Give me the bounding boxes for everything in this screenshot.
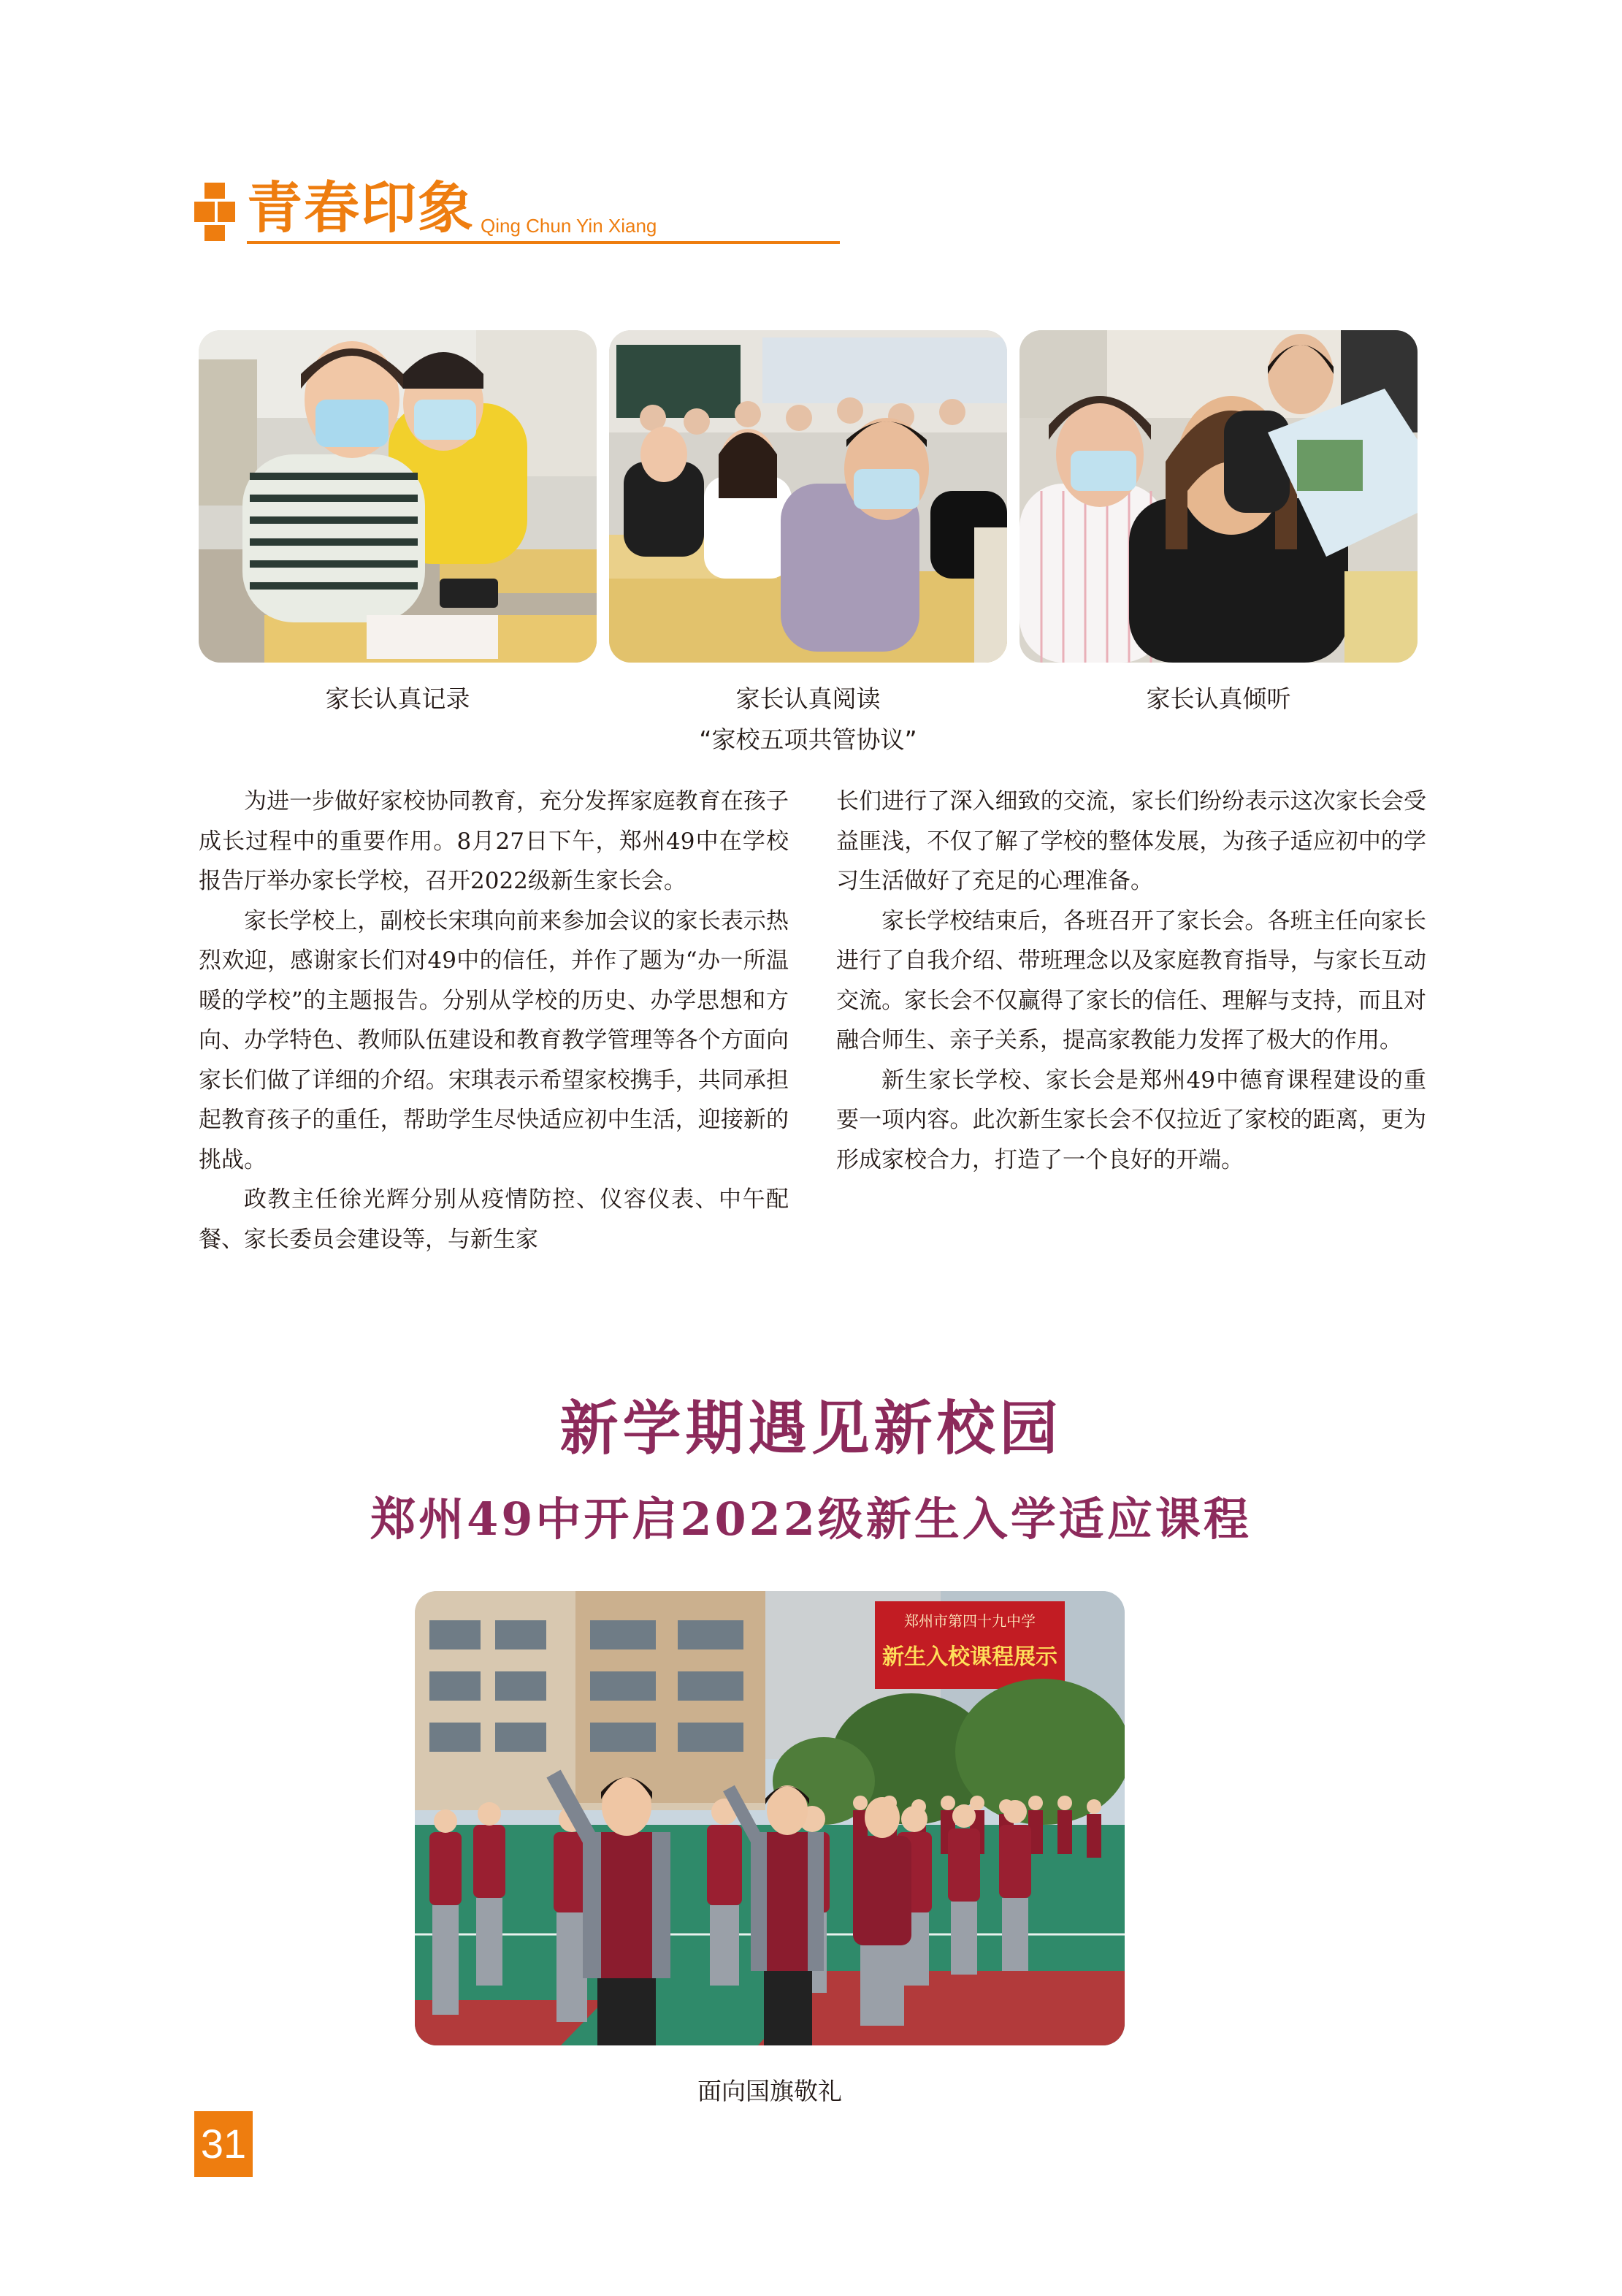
caption-reading-line1: 家长认真阅读 xyxy=(735,684,881,713)
photo-parents-listening xyxy=(1020,330,1418,663)
caption-flag-salute: 面向国旗敬礼 xyxy=(697,2077,842,2105)
section-subtitle: 郑州49中开启2022级新生入学适应课程 xyxy=(370,1492,1252,1546)
paragraph: 家长学校上，副校长宋琪向前来参加会议的家长表示热烈欢迎，感谢家长们对49中的信任，并作了题为“办一所温暖的学校”的主题报告。分别从学校的历史、办学思想和方向、办学特色、教师队伍建设和教育教学管理等各个方面向家长们做了详细的介绍。宋琪表示希望家校携手，共同承担起教育孩子的重任，帮助学生尽快适应初中生活，迎接新的挑战。 xyxy=(199,907,789,1173)
header-divider xyxy=(247,241,840,244)
page-number: 31 xyxy=(194,2111,253,2177)
column-pinyin: Qing Chun Yin Xiang xyxy=(481,215,657,237)
photo-parent-taking-notes xyxy=(199,330,597,663)
paragraph: 政教主任徐光辉分别从疫情防控、仪容仪表、中午配餐、家长委员会建设等，与新生家 xyxy=(199,1186,789,1253)
caption-taking-notes: 家长认真记录 xyxy=(325,684,470,713)
caption-reading-line2: “家校五项共管协议” xyxy=(699,725,917,754)
section-title: 新学期遇见新校园 xyxy=(559,1394,1063,1462)
paragraph: 长们进行了深入细致的交流，家长们纷纷表示这次家长会受益匪浅，不仅了解了学校的整体发展，为孩子适应初中的学习生活做好了充足的心理准备。 xyxy=(836,788,1426,894)
paragraph: 新生家长学校、家长会是郑州49中德育课程建设的重要一项内容。此次新生家长会不仅拉近了家校的距离，更为形成家校合力，打造了一个良好的开端。 xyxy=(836,1067,1426,1173)
screen-event-name: 新生入校课程展示 xyxy=(882,1644,1057,1670)
photo-parents-reading xyxy=(609,330,1007,663)
caption-listening: 家长认真倾听 xyxy=(1146,684,1291,713)
photo-flag-salute xyxy=(415,1591,1125,2045)
screen-school-name: 郑州市第四十九中学 xyxy=(904,1612,1036,1630)
section-logo-icon xyxy=(194,183,235,241)
article-left-column xyxy=(199,782,789,1259)
paragraph: 为进一步做好家校协同教育，充分发挥家庭教育在孩子成长过程中的重要作用。8月27日下午，郑州49中在学校报告厅举办家长学校，召开2022级新生家长会。 xyxy=(199,788,789,894)
column-title: 青春印象 xyxy=(247,175,475,240)
article-right-column xyxy=(836,782,1426,1180)
paragraph: 家长学校结束后，各班召开了家长会。各班主任向家长进行了自我介绍、带班理念以及家庭教育指导，与家长互动交流。家长会不仅赢得了家长的信任、理解与支持，而且对融合师生、亲子关系，提高家教能力发挥了极大的作用。 xyxy=(836,907,1426,1053)
